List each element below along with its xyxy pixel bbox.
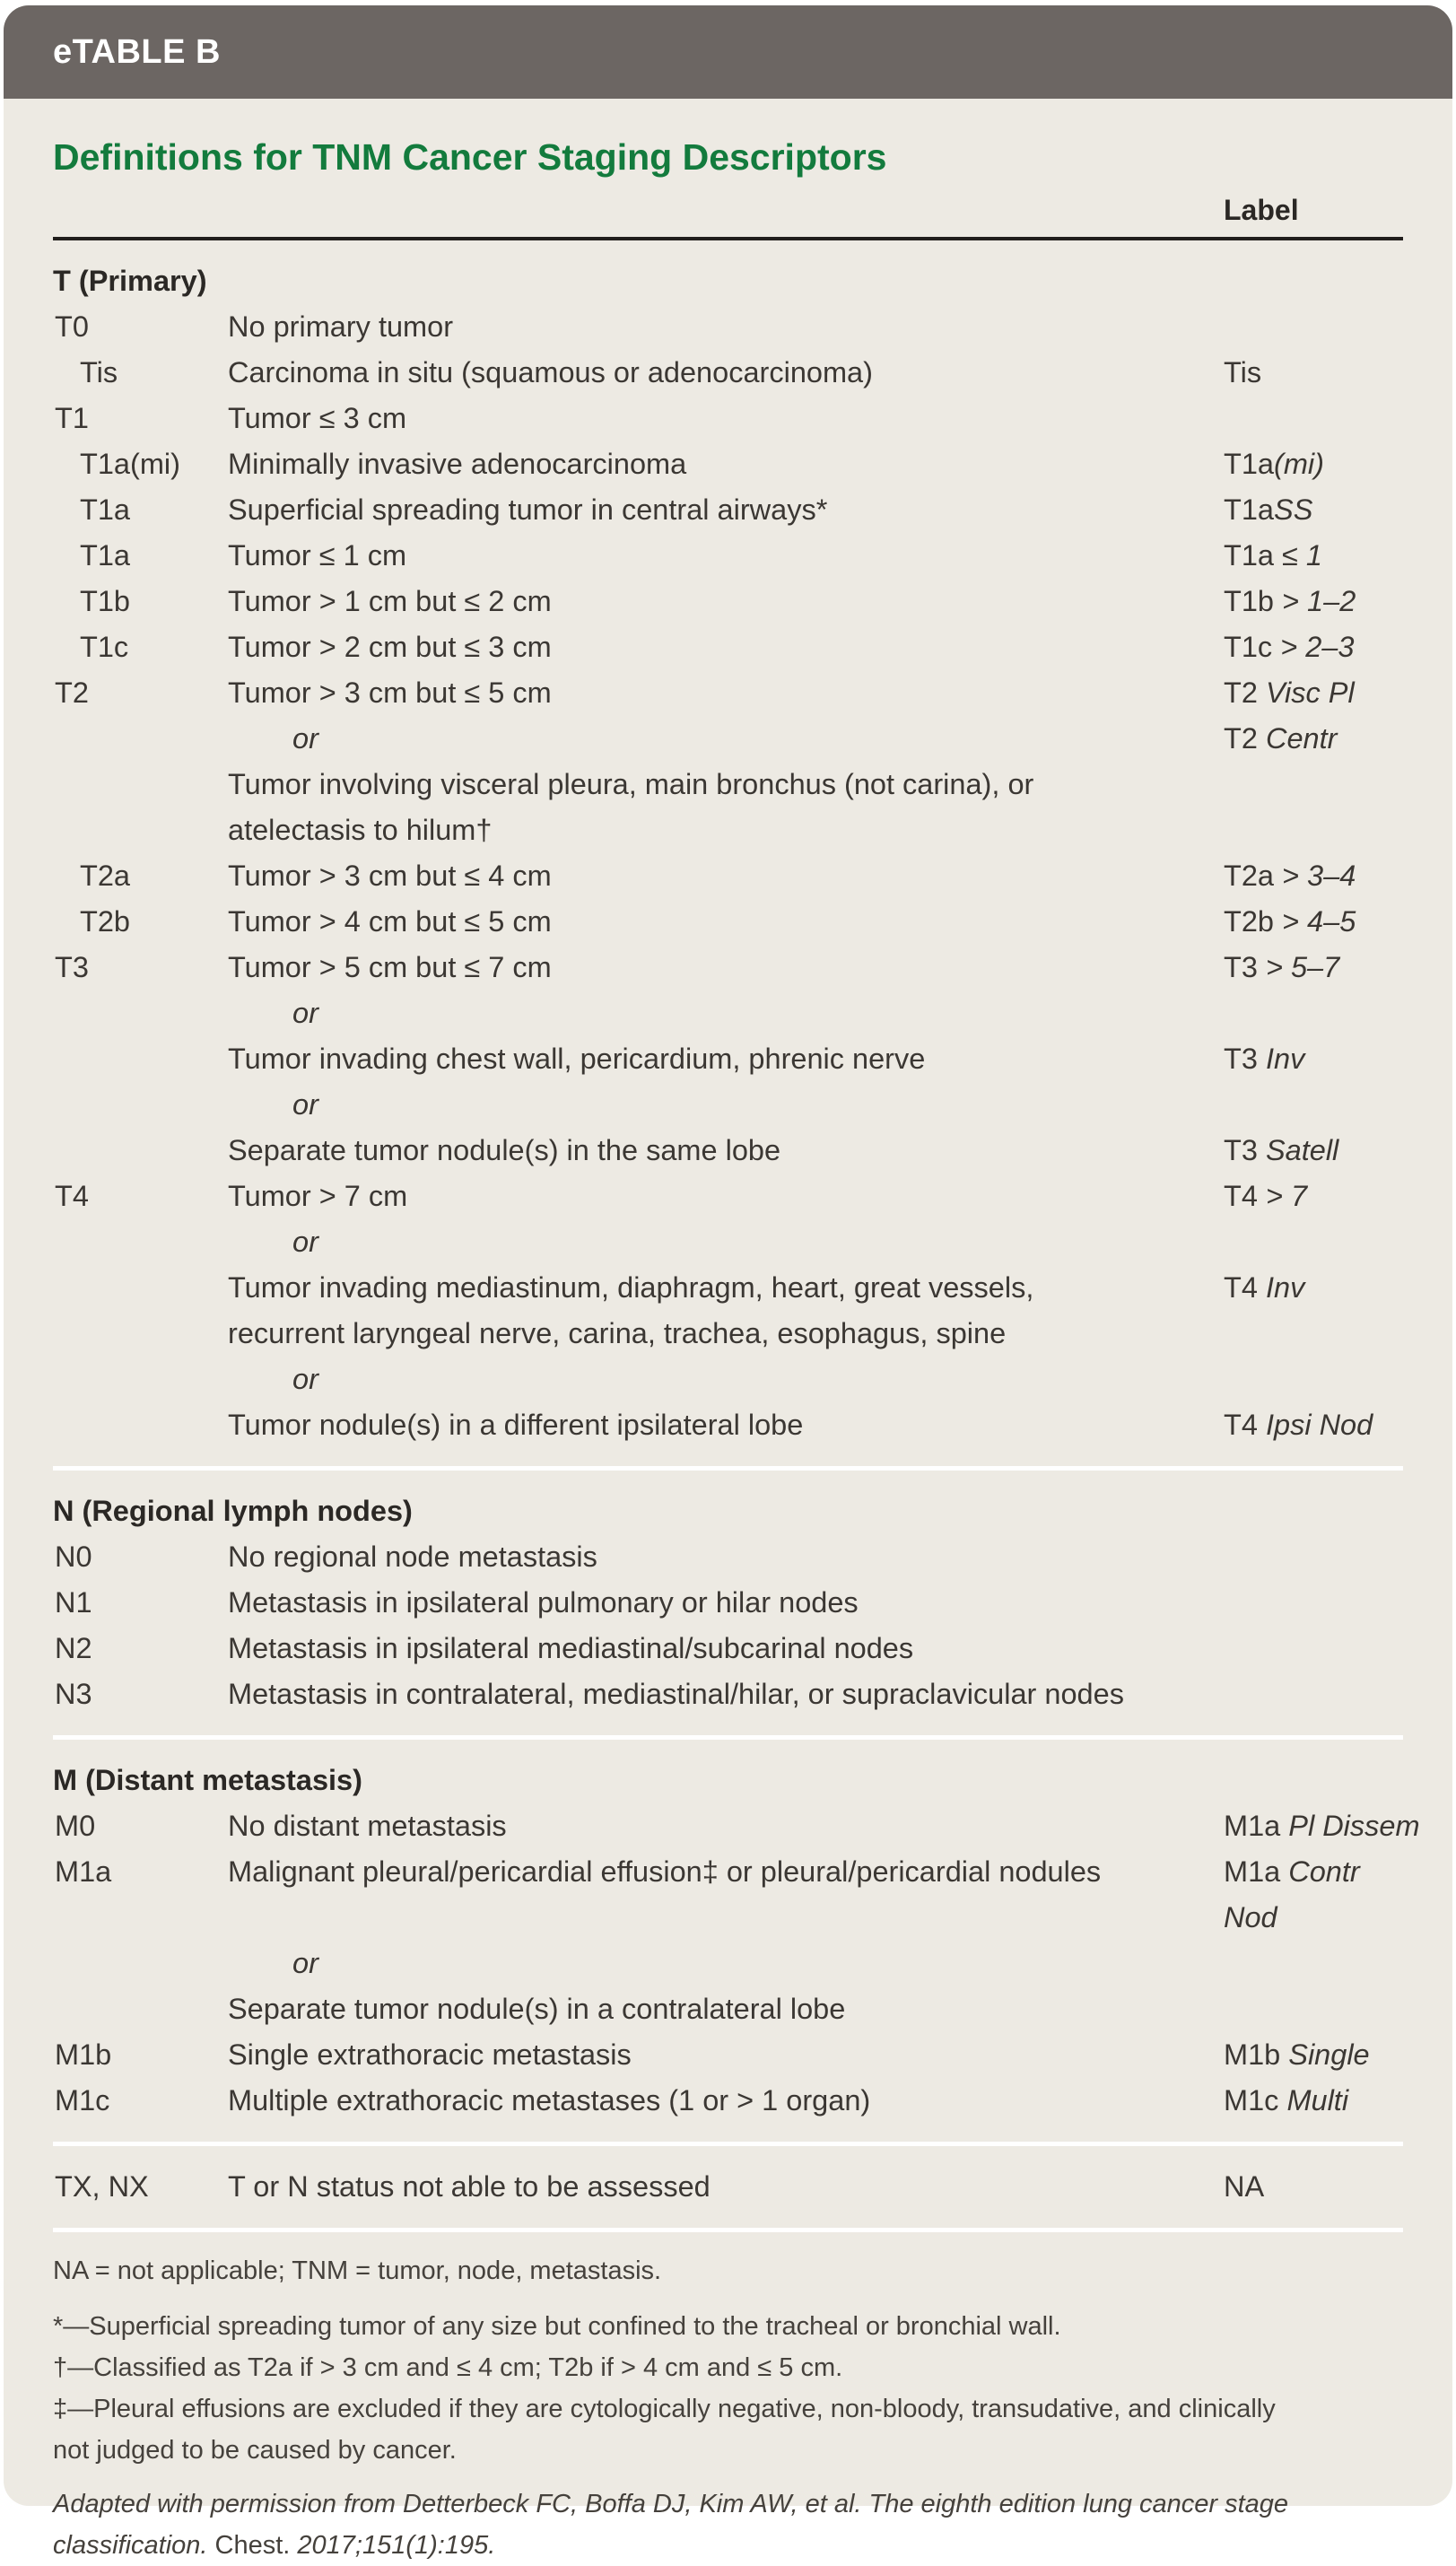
- code-cell: T2b: [80, 905, 131, 938]
- description-cell: Tumor > 3 cm but ≤ 4 cm: [228, 860, 552, 892]
- description-cell: or: [292, 1088, 318, 1121]
- or-separator-row: [53, 1082, 1403, 1128]
- label-cell: [1224, 1626, 1403, 1671]
- code-cell: M1a: [55, 1855, 112, 1888]
- description-cell: Tumor > 5 cm but ≤ 7 cm: [228, 951, 552, 983]
- description-cell: Tumor > 1 cm but ≤ 2 cm: [228, 585, 552, 617]
- section-divider: [53, 2142, 1403, 2146]
- description-cell: Tumor > 2 cm but ≤ 3 cm: [228, 631, 552, 663]
- table-row: [53, 1128, 1403, 1174]
- description-cell: Tumor nodule(s) in a different ipsilateral lobe: [228, 1409, 804, 1441]
- table-row: [53, 1803, 1420, 1849]
- description-cell: or: [292, 722, 318, 755]
- table-row: [53, 2078, 1403, 2124]
- section-heading: M (Distant metastasis): [53, 1764, 362, 1796]
- description-cell: Tumor > 7 cm: [228, 1180, 408, 1212]
- section-heading-row: [53, 1758, 1403, 1803]
- description-cell: No primary tumor: [228, 310, 454, 343]
- description-cell: Superficial spreading tumor in central airways*: [228, 493, 828, 526]
- label-cell: [1224, 1580, 1403, 1626]
- label-cell: [1224, 396, 1403, 441]
- table-row: [53, 1174, 1403, 1219]
- code-cell: [53, 1986, 228, 2032]
- section-divider: [53, 1466, 1403, 1471]
- code-cell: T1: [55, 402, 89, 434]
- table-row: [53, 762, 1403, 853]
- label-cell: [1224, 762, 1403, 853]
- table-row: [53, 1671, 1403, 1717]
- label-cell: [1224, 1671, 1403, 1717]
- footnote: †—Classified as T2a if > 3 cm and ≤ 4 cm; T2b if > 4 cm and ≤ 5 cm.: [53, 2353, 843, 2382]
- footnotes: [53, 2250, 1403, 2566]
- footnote: ‡—Pleural effusions are excluded if they are cytologically negative, non-bloody, transudative, and clinically not judged to be caused by cancer.: [53, 2395, 1276, 2465]
- description-cell: Tumor invading mediastinum, diaphragm, heart, great vessels, recurrent laryngeal nerve, carina, trachea, esophagus, spine: [228, 1271, 1034, 1349]
- description-cell: or: [292, 1947, 318, 1979]
- code-cell: M0: [55, 1810, 96, 1842]
- code-cell: [53, 1402, 228, 1448]
- code-cell: [53, 1036, 228, 1082]
- etable-card: [4, 5, 1452, 2560]
- label-cell: M1a Pl Dissem: [1224, 1810, 1420, 1842]
- code-cell: T2: [55, 676, 89, 709]
- description-cell: Carcinoma in situ (squamous or adenocarcinoma): [228, 356, 873, 388]
- label-cell: T1a ≤ 1: [1224, 539, 1322, 572]
- or-separator-row: [53, 1357, 1403, 1402]
- label-cell: T4 Ipsi Nod: [1224, 1409, 1373, 1441]
- description-cell: Separate tumor nodule(s) in the same lobe: [228, 1134, 781, 1166]
- code-cell: M1b: [55, 2038, 112, 2071]
- label-cell: [1224, 1219, 1403, 1265]
- or-separator-row: [53, 1219, 1403, 1265]
- label-cell: [1224, 1534, 1403, 1580]
- description-cell: Single extrathoracic metastasis: [228, 2038, 632, 2071]
- description-cell: Multiple extrathoracic metastases (1 or > 1 organ): [228, 2084, 871, 2117]
- code-cell: T3: [55, 951, 89, 983]
- table-row: [53, 579, 1403, 624]
- footnote-list: [53, 2306, 1403, 2471]
- label-cell: T1c > 2–3: [1224, 631, 1355, 663]
- table-row: [53, 1626, 1403, 1671]
- code-cell: N3: [55, 1678, 92, 1710]
- abbreviation-note: NA = not applicable; TNM = tumor, node, metastasis.: [53, 2256, 662, 2285]
- table-row: [53, 1036, 1403, 1082]
- label-cell: M1b Single: [1224, 2038, 1370, 2071]
- label-cell: M1a Contr Nod: [1224, 1855, 1360, 1933]
- table-row: [53, 945, 1403, 991]
- code-cell: [53, 1128, 228, 1174]
- or-separator-row: [53, 716, 1403, 762]
- description-cell: Tumor invading chest wall, pericardium, phrenic nerve: [228, 1043, 926, 1075]
- code-cell: [53, 762, 228, 853]
- table-row: [53, 487, 1403, 533]
- table-row: [53, 350, 1403, 396]
- label-cell: T1aSS: [1224, 493, 1313, 526]
- description-cell: or: [292, 997, 318, 1029]
- label-cell: T4 Inv: [1224, 1271, 1305, 1304]
- section-heading-row: [53, 1488, 1403, 1534]
- table-row: [53, 853, 1403, 899]
- table-row: [53, 1849, 1403, 1941]
- description-cell: No regional node metastasis: [228, 1540, 597, 1573]
- description-cell: Tumor > 4 cm but ≤ 5 cm: [228, 905, 552, 938]
- table-row: [53, 2032, 1403, 2078]
- label-cell: [1224, 1986, 1403, 2032]
- table-row: [53, 1534, 1403, 1580]
- code-cell: [53, 716, 228, 762]
- description-cell: Tumor > 3 cm but ≤ 5 cm: [228, 676, 552, 709]
- table-row: [53, 624, 1403, 670]
- section-divider: [53, 2228, 1403, 2232]
- code-cell: T2a: [80, 860, 131, 892]
- section-heading: T (Primary): [53, 265, 207, 297]
- table-row: [53, 899, 1403, 945]
- code-cell: T1b: [80, 585, 131, 617]
- code-cell: [53, 1941, 228, 1986]
- code-cell: T0: [55, 310, 89, 343]
- section-divider: [53, 1735, 1403, 1740]
- code-cell: TX, NX: [55, 2170, 149, 2203]
- label-cell: [1224, 1082, 1403, 1128]
- label-cell: [1224, 1941, 1403, 1986]
- code-cell: T1a(mi): [80, 448, 180, 480]
- code-cell: [53, 1219, 228, 1265]
- code-cell: [53, 1357, 228, 1402]
- or-separator-row: [53, 991, 1403, 1036]
- header-rule: [53, 237, 1403, 240]
- table-content: [4, 135, 1452, 2566]
- label-cell: T2b > 4–5: [1224, 905, 1356, 938]
- label-cell: NA: [1224, 2170, 1265, 2203]
- description-cell: Metastasis in ipsilateral pulmonary or hilar nodes: [228, 1586, 859, 1619]
- section-heading: N (Regional lymph nodes): [53, 1495, 413, 1527]
- table-row: [53, 670, 1403, 716]
- code-cell: [53, 1082, 228, 1128]
- label-cell: Tis: [1224, 356, 1262, 388]
- description-cell: Tumor involving visceral pleura, main bronchus (not carina), or atelectasis to hilum†: [228, 768, 1034, 846]
- code-cell: N1: [55, 1586, 92, 1619]
- description-cell: Malignant pleural/pericardial effusion‡ or pleural/pericardial nodules: [228, 1855, 1102, 1888]
- table-row: [53, 396, 1403, 441]
- or-separator-row: [53, 1941, 1403, 1986]
- page-title: Definitions for TNM Cancer Staging Descriptors: [53, 136, 887, 178]
- label-cell: T3 Satell: [1224, 1134, 1339, 1166]
- code-cell: N2: [55, 1632, 92, 1664]
- table-body: [53, 258, 1420, 2232]
- source-credit: Adapted with permission from Detterbeck FC, Boffa DJ, Kim AW, et al. The eighth edition lung cancer stage classification. Chest. 2017;151(1):195.: [53, 2490, 1289, 2560]
- label-cell: T4 > 7: [1224, 1180, 1308, 1212]
- description-cell: T or N status not able to be assessed: [228, 2170, 711, 2203]
- description-cell: Tumor ≤ 3 cm: [228, 402, 407, 434]
- label-cell: T1a(mi): [1224, 448, 1324, 480]
- description-cell: Metastasis in ipsilateral mediastinal/subcarinal nodes: [228, 1632, 914, 1664]
- section-heading-row: [53, 258, 1403, 304]
- table-row: [53, 304, 1403, 350]
- label-cell: T3 > 5–7: [1224, 951, 1340, 983]
- code-cell: M1c: [55, 2084, 110, 2117]
- code-cell: T1a: [80, 539, 131, 572]
- table-row: [53, 1265, 1403, 1357]
- description-cell: or: [292, 1226, 318, 1258]
- table-header-bar: [4, 5, 1452, 99]
- label-cell: T3 Inv: [1224, 1043, 1305, 1075]
- description-cell: Metastasis in contralateral, mediastinal/hilar, or supraclavicular nodes: [228, 1678, 1124, 1710]
- code-cell: N0: [55, 1540, 92, 1573]
- label-cell: T1b > 1–2: [1224, 585, 1356, 617]
- label-cell: T2 Centr: [1224, 722, 1338, 755]
- table-row: [53, 2164, 1403, 2210]
- code-cell: Tis: [80, 356, 118, 388]
- table-row: [53, 1402, 1403, 1448]
- code-cell: [53, 991, 228, 1036]
- table-row: [53, 1986, 1403, 2032]
- code-cell: T1a: [80, 493, 131, 526]
- label-cell: [1224, 991, 1403, 1036]
- label-cell: T2 Visc Pl: [1224, 676, 1355, 709]
- label-cell: T2a > 3–4: [1224, 860, 1356, 892]
- table-header-label: eTABLE B: [53, 32, 221, 71]
- description-cell: No distant metastasis: [228, 1810, 507, 1842]
- footnote: *—Superficial spreading tumor of any size but confined to the tracheal or bronchial wall.: [53, 2312, 1061, 2341]
- description-cell: or: [292, 1363, 318, 1395]
- label-cell: M1c Multi: [1224, 2084, 1349, 2117]
- label-cell: [1224, 1357, 1403, 1402]
- description-cell: Minimally invasive adenocarcinoma: [228, 448, 687, 480]
- code-cell: T1c: [80, 631, 129, 663]
- code-cell: T4: [55, 1180, 89, 1212]
- label-column-header: Label: [1224, 194, 1299, 226]
- table-row: [53, 1580, 1403, 1626]
- table-row: [53, 533, 1403, 579]
- code-cell: [53, 1265, 228, 1357]
- description-cell: Separate tumor nodule(s) in a contralateral lobe: [228, 1993, 846, 2025]
- label-cell: [1224, 304, 1403, 350]
- description-cell: Tumor ≤ 1 cm: [228, 539, 407, 572]
- table-row: [53, 441, 1403, 487]
